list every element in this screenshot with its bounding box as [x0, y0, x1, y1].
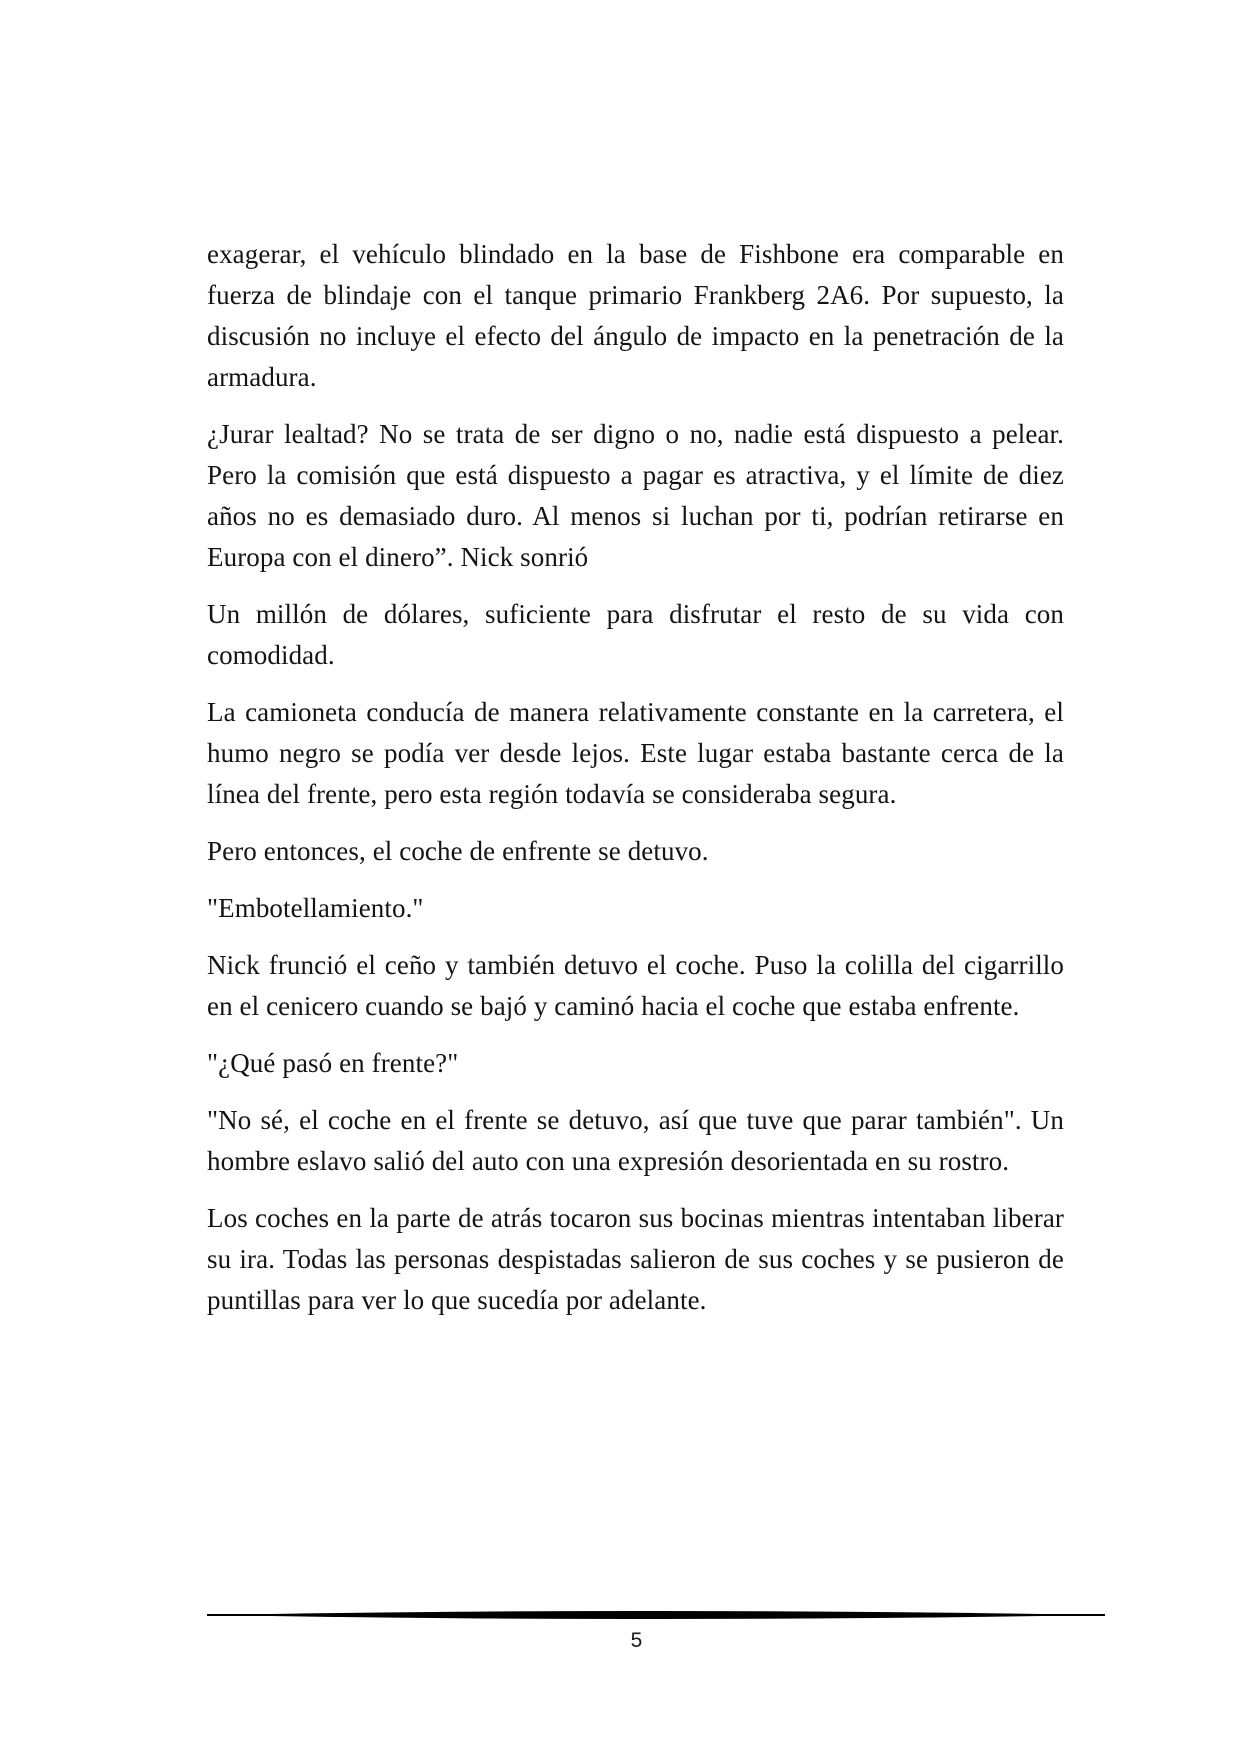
- paragraph: Pero entonces, el coche de enfrente se detuvo.: [207, 836, 709, 866]
- paragraph: Nick frunció el ceño y también detuvo el coche. Puso la colilla del cigarrillo en el cenicero cuando se bajó y caminó hacia el coche que estaba enfrente.: [207, 950, 1064, 1021]
- paragraph: "Embotellamiento.": [207, 893, 424, 923]
- paragraph: "No sé, el coche en el frente se detuvo, así que tuve que parar también". Un hombre eslavo salió del auto con una expresión desorientada en su rostro.: [207, 1105, 1064, 1176]
- paragraph: Los coches en la parte de atrás tocaron sus bocinas mientras intentaban liberar su ira. Todas las personas despistadas salieron de sus coches y se pusieron de puntillas para ver lo que sucedía por adelante.: [207, 1203, 1064, 1315]
- paragraph: La camioneta conducía de manera relativamente constante en la carretera, el humo negro se podía ver desde lejos. Este lugar estaba bastante cerca de la línea del frente, pero esta región todavía se consideraba segura.: [207, 697, 1064, 809]
- page-number: 5: [630, 1629, 643, 1652]
- body-text: [207, 234, 1064, 1337]
- paragraph: "¿Qué pasó en frente?": [207, 1048, 459, 1078]
- paragraph: Un millón de dólares, suficiente para disfrutar el resto de su vida con comodidad.: [207, 599, 1064, 670]
- paragraph: ¿Jurar lealtad? No se trata de ser digno o no, nadie está dispuesto a pelear. Pero la comisión que está dispuesto a pagar es atractiva, y el límite de diez años no es demasiado duro. Al menos si luchan por ti, podrían retirarse en Europa con el dinero”. Nick sonrió: [207, 419, 1064, 572]
- footer-divider: [207, 1608, 1105, 1622]
- paragraph: exagerar, el vehículo blindado en la base de Fishbone era comparable en fuerza de blindaje con el tanque primario Frankberg 2A6. Por supuesto, la discusión no incluye el efecto del ángulo de impacto en la penetración de la armadura.: [207, 239, 1064, 392]
